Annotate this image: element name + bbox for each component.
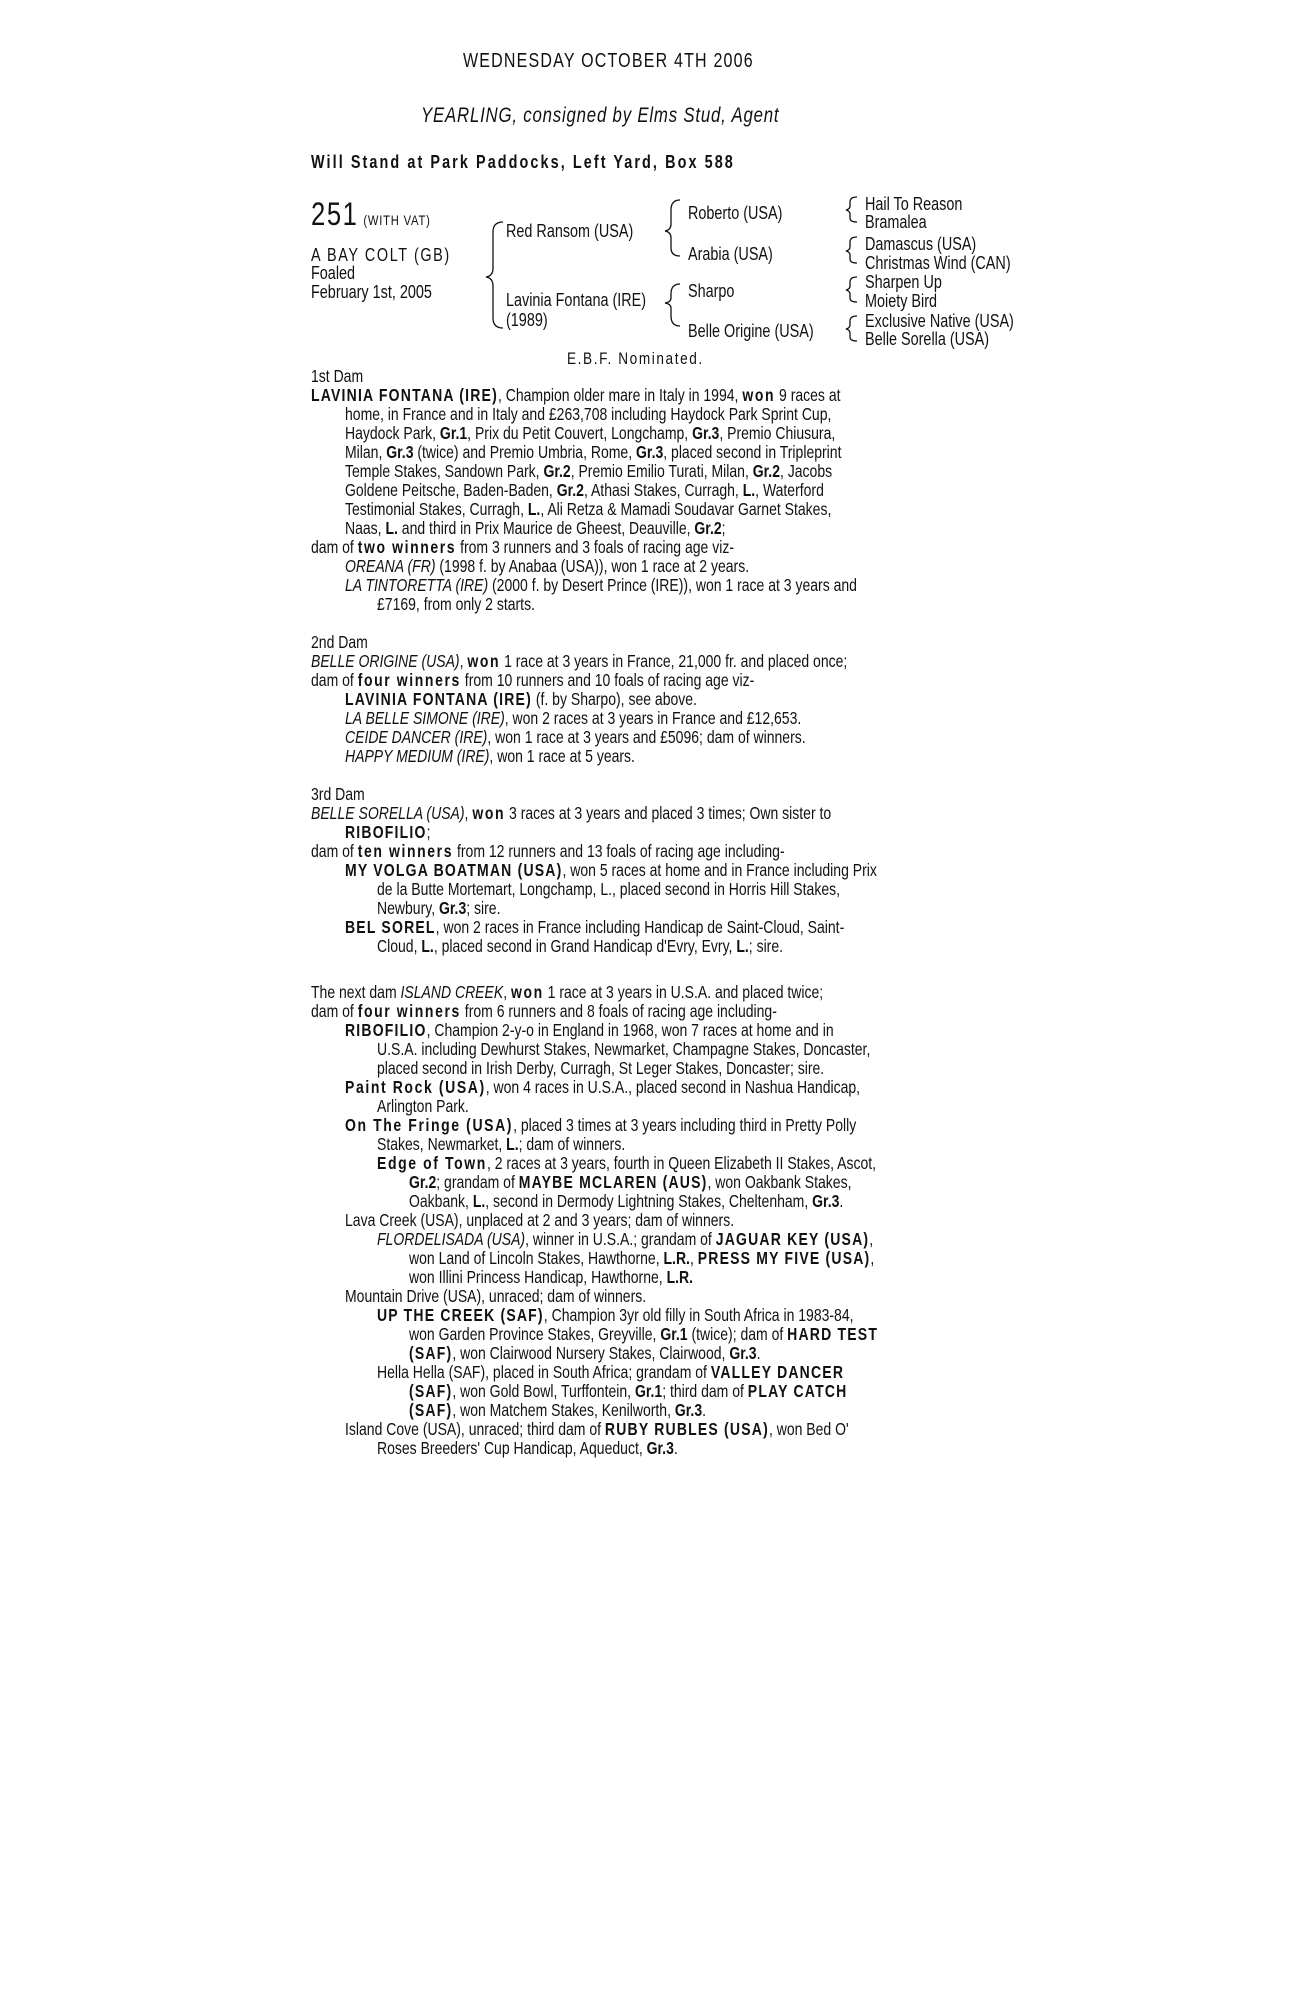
- stand-location: Will Stand at Park Paddocks, Left Yard, Box 588: [311, 152, 735, 172]
- bracket-sire-line: [665, 200, 680, 256]
- ancestor-g3-1: Hail To Reason: [865, 194, 963, 214]
- next-dam-progeny: Hella Hella (SAF), placed in South Africa; grandam of VALLEY DANCER: [377, 1362, 845, 1382]
- next-dam-progeny: Edge of Town, 2 races at 3 years, fourth in Queen Elizabeth II Stakes, Ascot,: [377, 1153, 877, 1173]
- third-dam-line: BELLE SORELLA (USA), won 3 races at 3 years and placed 3 times; Own sister to: [311, 803, 832, 823]
- next-dam-progeny: (SAF), won Gold Bowl, Turffontein, Gr.1; third dam of PLAY CATCH: [409, 1381, 848, 1401]
- ancestor-g3-5: Sharpen Up: [865, 272, 942, 292]
- third-dam-progeny: de la Butte Mortemart, Longchamp, L., placed second in Horris Hill Stakes,: [377, 879, 840, 899]
- third-dam-progeny: Cloud, L., placed second in Grand Handicap d'Evry, Evry, L.; sire.: [377, 936, 784, 956]
- ancestor-g3-8: Belle Sorella (USA): [865, 329, 990, 349]
- spacer: [311, 766, 1001, 785]
- first-dam-line: Testimonial Stakes, Curragh, L., Ali Retza & Mamadi Soudavar Garnet Stakes,: [345, 499, 832, 519]
- next-dam-progeny: RIBOFILIO, Champion 2-y-o in England in 1968, won 7 races at home and in: [345, 1020, 834, 1040]
- next-dam-produce-summary: dam of four winners from 6 runners and 8 foals of racing age including-: [311, 1001, 777, 1021]
- first-dam-progeny: OREANA (FR) (1998 f. by Anabaa (USA)), won 1 race at 2 years.: [345, 556, 750, 576]
- first-dam-line: Naas, L. and third in Prix Maurice de Gheest, Deauville, Gr.2;: [345, 518, 726, 538]
- next-dam-progeny: On The Fringe (USA), placed 3 times at 3 years including third in Pretty Polly: [345, 1115, 857, 1135]
- bracket-g1: [846, 197, 857, 222]
- sire: Red Ransom (USA): [506, 221, 634, 241]
- third-dam-progeny: Newbury, Gr.3; sire.: [377, 898, 501, 918]
- next-dam-progeny: Lava Creek (USA), unplaced at 2 and 3 years; dam of winners.: [345, 1210, 735, 1230]
- sire-dam: Arabia (USA): [688, 244, 773, 264]
- next-dam-progeny: Oakbank, L., second in Dermody Lightning Stakes, Cheltenham, Gr.3.: [409, 1191, 844, 1211]
- bracket-generation-1: [486, 222, 503, 328]
- third-dam-produce-summary: dam of ten winners from 12 runners and 13 foals of racing age including-: [311, 841, 785, 861]
- next-dam-progeny: (SAF), won Clairwood Nursery Stakes, Clairwood, Gr.3.: [409, 1343, 761, 1363]
- next-dam-progeny: won Land of Lincoln Stakes, Hawthorne, L.R., PRESS MY FIVE (USA),: [409, 1248, 875, 1268]
- consignment-line: YEARLING, consigned by Elms Stud, Agent: [421, 104, 780, 127]
- second-dam-line: BELLE ORIGINE (USA), won 1 race at 3 years in France, 21,000 fr. and placed once;: [311, 651, 848, 671]
- third-dam-line: RIBOFILIO;: [345, 822, 431, 842]
- next-dam-progeny: Gr.2; grandam of MAYBE MCLAREN (AUS), won Oakbank Stakes,: [409, 1172, 852, 1192]
- second-dam-produce-summary: dam of four winners from 10 runners and 10 foals of racing age viz-: [311, 670, 755, 690]
- second-dam-heading: 2nd Dam: [311, 632, 368, 652]
- next-dam-line: The next dam ISLAND CREEK, won 1 race at 3 years in U.S.A. and placed twice;: [311, 982, 824, 1002]
- foaled-date: February 1st, 2005: [311, 282, 432, 302]
- next-dam-progeny: Paint Rock (USA), won 4 races in U.S.A., placed second in Nashua Handicap,: [345, 1077, 861, 1097]
- next-dam-progeny: Stakes, Newmarket, L.; dam of winners.: [377, 1134, 626, 1154]
- next-dam-progeny: Arlington Park.: [377, 1096, 469, 1116]
- first-dam-produce-summary: dam of two winners from 3 runners and 3 foals of racing age viz-: [311, 537, 735, 557]
- catalogue-body: [311, 367, 1001, 1458]
- next-dam-progeny: Roses Breeders' Cup Handicap, Aqueduct, Gr.3.: [377, 1438, 678, 1458]
- ebf-nominated: E.B.F. Nominated.: [567, 349, 704, 368]
- second-dam-progeny: CEIDE DANCER (IRE), won 1 race at 3 years and £5096; dam of winners.: [345, 727, 806, 747]
- third-dam-progeny: MY VOLGA BOATMAN (USA), won 5 races at home and in France including Prix: [345, 860, 877, 880]
- next-dam-progeny: U.S.A. including Dewhurst Stakes, Newmarket, Champagne Stakes, Doncaster,: [377, 1039, 871, 1059]
- vat-note: (WITH VAT): [363, 212, 431, 228]
- bracket-g3: [846, 277, 857, 302]
- next-dam-progeny: placed second in Irish Derby, Curragh, St Leger Stakes, Doncaster; sire.: [377, 1058, 825, 1078]
- first-dam-line: home, in France and in Italy and £263,708 including Haydock Park Sprint Cup,: [345, 404, 832, 424]
- first-dam-line: Goldene Peitsche, Baden-Baden, Gr.2, Athasi Stakes, Curragh, L., Waterford: [345, 480, 824, 500]
- ancestor-g3-4: Christmas Wind (CAN): [865, 253, 1011, 273]
- next-dam-progeny: won Garden Province Stakes, Greyville, Gr.1 (twice); dam of HARD TEST: [409, 1324, 879, 1344]
- second-dam-progeny: HAPPY MEDIUM (IRE), won 1 race at 5 years.: [345, 746, 635, 766]
- next-dam-progeny: FLORDELISADA (USA), winner in U.S.A.; grandam of JAGUAR KEY (USA),: [377, 1229, 874, 1249]
- ancestor-g3-7: Exclusive Native (USA): [865, 311, 1014, 331]
- next-dam-progeny: UP THE CREEK (SAF), Champion 3yr old filly in South Africa in 1983-84,: [377, 1305, 854, 1325]
- second-dam-progeny: LAVINIA FONTANA (IRE) (f. by Sharpo), see above.: [345, 689, 697, 709]
- second-dam-progeny: LA BELLE SIMONE (IRE), won 2 races at 3 years in France and £12,653.: [345, 708, 802, 728]
- first-dam-progeny: £7169, from only 2 starts.: [377, 594, 535, 614]
- dam-foaling-year: (1989): [506, 310, 548, 330]
- next-dam-progeny: Mountain Drive (USA), unraced; dam of winners.: [345, 1286, 647, 1306]
- dam-sire: Sharpo: [688, 281, 735, 301]
- bracket-g4: [846, 316, 857, 341]
- third-dam-progeny: BEL SOREL, won 2 races in France including Handicap de Saint-Cloud, Saint-: [345, 917, 845, 937]
- ancestor-g3-2: Bramalea: [865, 212, 927, 232]
- sale-date: WEDNESDAY OCTOBER 4TH 2006: [463, 50, 755, 72]
- first-dam-line: LAVINIA FONTANA (IRE), Champion older mare in Italy in 1994, won 9 races at: [311, 385, 841, 405]
- first-dam-line: Haydock Park, Gr.1, Prix du Petit Couvert, Longchamp, Gr.3, Premio Chiusura,: [345, 423, 836, 443]
- dam-dam: Belle Origine (USA): [688, 321, 814, 341]
- lot-description: A BAY COLT (GB): [311, 245, 451, 265]
- next-dam-progeny: Island Cove (USA), unraced; third dam of RUBY RUBLES (USA), won Bed O': [345, 1419, 849, 1439]
- first-dam-line: Temple Stakes, Sandown Park, Gr.2, Premio Emilio Turati, Milan, Gr.2, Jacobs: [345, 461, 833, 481]
- next-dam-progeny: won Illini Princess Handicap, Hawthorne, L.R.: [409, 1267, 694, 1287]
- bracket-g2: [846, 237, 857, 263]
- ancestor-g3-6: Moiety Bird: [865, 291, 938, 311]
- spacer: [311, 956, 1001, 975]
- dam: Lavinia Fontana (IRE): [506, 290, 647, 310]
- third-dam-heading: 3rd Dam: [311, 784, 365, 804]
- first-dam-line: Milan, Gr.3 (twice) and Premio Umbria, Rome, Gr.3, placed second in Tripleprint: [345, 442, 842, 462]
- ancestor-g3-3: Damascus (USA): [865, 234, 977, 254]
- first-dam-progeny: LA TINTORETTA (IRE) (2000 f. by Desert Prince (IRE)), won 1 race at 3 years and: [345, 575, 857, 595]
- lot-number: 251: [311, 196, 359, 232]
- first-dam-heading: 1st Dam: [311, 366, 364, 386]
- spacer: [311, 614, 1001, 633]
- foaled-label: Foaled: [311, 263, 356, 283]
- next-dam-progeny: (SAF), won Matchem Stakes, Kenilworth, Gr.3.: [409, 1400, 707, 1420]
- sire-sire: Roberto (USA): [688, 203, 783, 223]
